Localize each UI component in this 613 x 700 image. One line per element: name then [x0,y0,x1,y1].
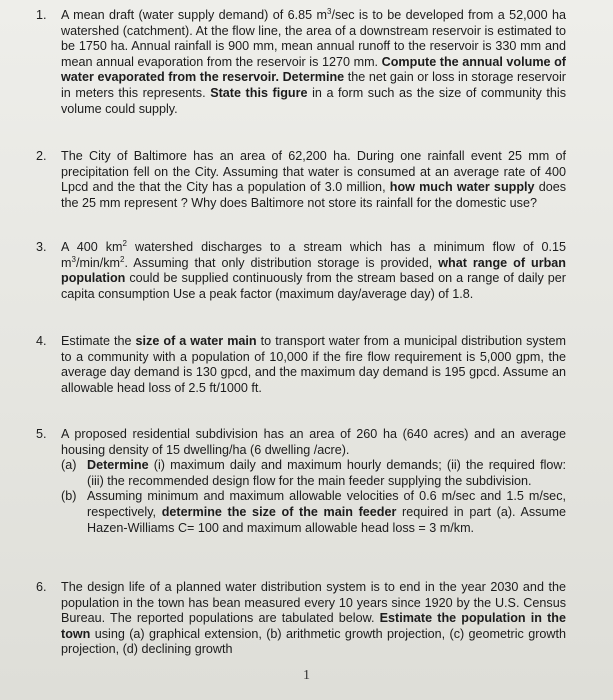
text-run: /sec is to be developed from a 52,000 ha watershed (catchment). At the flow line, the area of a downstream reservoir is estimated to be 1750 ha. Annual rainfall is 900 mm, mean annual runoff to the reservoir is 330 mm and mean annual evaporation from the reservoir is 1270 mm. [61,8,566,69]
question-text [61,149,566,211]
bold-text: what range of urban population [61,255,566,286]
bold-text: determine the size of the main feeder [161,504,397,519]
question-2 [36,149,566,211]
text-run: using (a) graphical extension, (b) arithmetic growth projection, (c) geometric growth projection, (d) declining growth [61,626,566,657]
part-text [87,458,566,489]
question-text [61,8,566,117]
text-run: A 400 km [61,240,123,254]
superscript: 2 [120,254,125,264]
question-number: 1. [36,8,47,22]
question-text [61,334,566,396]
text-run: A proposed residential subdivision has an area of 260 ha (640 acres) and an average housing density of 15 dwelling/ha (6 dwelling /acre). [61,427,566,457]
question-text [61,580,566,658]
text-run: (i) maximum daily and maximum hourly demands; (ii) the required flow: (iii) the recommended design flow for the main feeder supplying the subdivision. [87,458,566,488]
superscript: 3 [327,6,332,16]
text-run: in a form such as the size of community this volume could supply. [61,85,566,116]
bold-text: size of a water main [135,334,257,348]
question-text [61,240,566,302]
part-text [87,489,566,536]
text-run: The design life of a planned water distribution system is to end in the year 2030 and the population in the town has bean measured every 10 years since 1920 by the U.S. Census Bureau. The reported populations are tabulated below. [61,580,566,626]
question-5-part-b [61,489,566,536]
question-number: 4. [36,334,47,348]
page-number: 1 [303,668,310,683]
question-number: 5. [36,427,47,441]
bold-text: State this figure [210,85,308,100]
question-4 [36,334,566,396]
question-3 [36,240,566,302]
superscript: 3 [71,254,76,264]
text-run: required in part (a). Assume Hazen-Williams C= 100 and maximum allowable head loss = 3 m/km. [87,504,566,535]
question-text [61,427,566,458]
text-run: the net gain or loss in storage reservoir in meters this represents. [61,70,566,100]
question-5 [36,427,566,536]
text-run: Estimate the [61,334,136,348]
bold-text: Determine [87,458,149,473]
superscript: 2 [122,238,127,248]
text-run: Assuming minimum and maximum allowable velocities of 0.6 m/sec and 1.5 m/sec, respectively, [87,489,566,519]
text-run: could be supplied continuously from the stream based on a range of daily per capita consumption Use a peak factor (maximum day/average day) of 1.8. [61,271,566,301]
question-5-part-a [61,458,566,489]
question-1 [36,8,566,117]
question-number: 6. [36,580,47,594]
question-number: 3. [36,240,47,254]
text-run: A mean draft (water supply demand) of 6.85 m [61,8,327,22]
part-label: (a) [61,458,77,473]
question-6 [36,580,566,658]
text-run: to transport water from a municipal distribution system to a community with a population of 10,000 if the fire flow requirement is 5,000 gpm, the average day demand is 130 gpcd, and the maximum day demand is 195 gpcd. Assume an allowable head loss of 2.5 ft/1000 ft. [61,334,567,395]
text-run: does the 25 mm represent ? Why does Baltimore not store its rainfall for the domestic use? [61,180,567,210]
part-label: (b) [61,489,77,504]
question-number: 2. [36,149,47,163]
text-run: watershed discharges to a stream which has a minimum flow of 0.15 m [61,240,566,270]
bold-text: how much water supply [389,180,535,195]
bold-text: Estimate the population in the town [61,611,566,641]
bold-text: Compute the annual volume of water evaporated from the reservoir. Determine [61,54,566,85]
text-run: The City of Baltimore has an area of 62,200 ha. During one rainfall event 25 mm of precipitation fell on the City. Assuming that water is consumed at an average rate of 400 Lpcd and the that the City has a population of 3.0 million, [61,149,566,195]
text-run: /min/km [75,255,121,270]
text-run: . Assuming that only distribution storage is provided, [124,255,439,270]
